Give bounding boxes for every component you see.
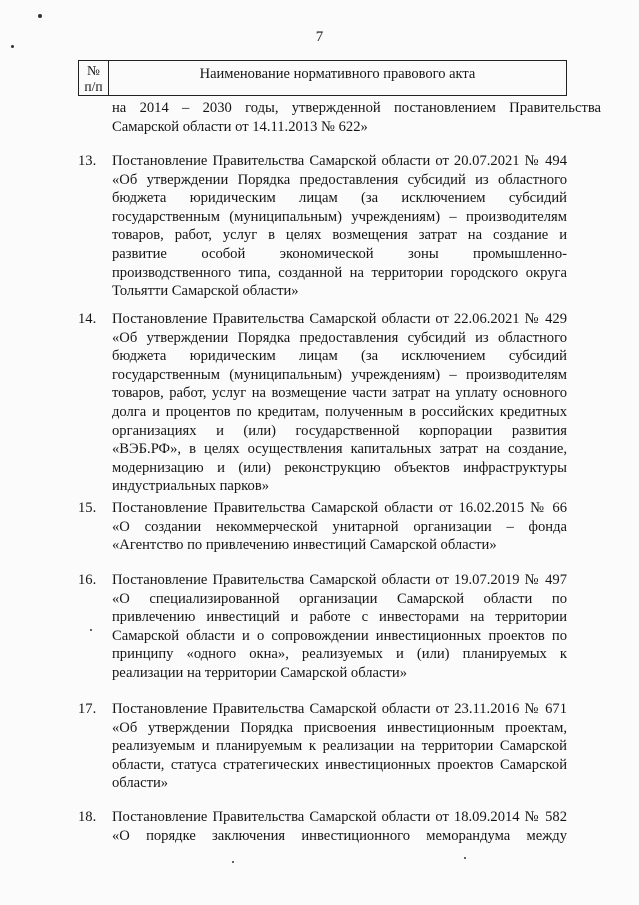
item-number: 17. (78, 701, 97, 717)
header-number-abbrev: п/п (84, 79, 103, 94)
item-text (112, 499, 567, 555)
item-text (112, 571, 567, 683)
item-text (112, 808, 567, 845)
page-number: 7 (315, 29, 324, 45)
text-line: Постановление Правительства Самарской области от 23.11.2016 № 671 (112, 701, 567, 717)
text-line: «О создании некоммерческой унитарной организации – фонда (112, 518, 567, 535)
text-line: «Об утверждении Порядка предоставления субсидий из областного (112, 171, 567, 188)
item-text (112, 700, 567, 793)
text-line: области» (112, 775, 169, 792)
header-number-column (79, 61, 109, 95)
text-line: области, статуса стратегических инвестиционных проектов Самарской (112, 756, 567, 773)
scan-speck (90, 629, 92, 631)
item-text (112, 310, 567, 496)
scan-speck (232, 861, 234, 863)
text-line: бюджета юридическим лицам (за исключением субсидий (112, 190, 567, 207)
text-line: «Об утверждении Порядка присвоения инвестиционным проектам, (112, 719, 567, 736)
item-number: 18. (78, 809, 97, 825)
text-line: Тольятти Самарской области» (112, 283, 299, 300)
scan-speck (38, 14, 42, 18)
item-number: 14. (78, 311, 97, 327)
list-item (78, 310, 567, 496)
table-header (78, 60, 567, 96)
text-line: «Агентство по привлечению инвестиций Самарской области» (112, 537, 497, 554)
text-line: «Об утверждении Порядка предоставления субсидий из областного (112, 329, 567, 346)
text-line: Постановление Правительства Самарской области от 22.06.2021 № 429 (112, 311, 567, 327)
text-line: Постановление Правительства Самарской области от 20.07.2021 № 494 (112, 153, 567, 169)
text-line: привлечению инвестиций и работе с инвесторами на территории (112, 609, 567, 626)
scan-speck (464, 857, 466, 859)
text-line: Постановление Правительства Самарской области от 16.02.2015 № 66 (112, 500, 567, 516)
item-text (112, 152, 567, 301)
item-number: 13. (78, 153, 97, 169)
text-line: Самарской области от 14.11.2013 № 622» (112, 118, 368, 135)
text-line: реализации на территории Самарской области» (112, 664, 407, 681)
text-line: Самарской области и о сопровождении инвестиционных проектов по (112, 627, 567, 644)
text-line: производственного типа, созданной на территории городского округа (112, 264, 567, 281)
text-line: «О порядке заключения инвестиционного меморандума между (112, 827, 567, 844)
text-line: «О специализированной организации Самарской области по (112, 590, 567, 607)
item-number: 15. (78, 500, 97, 516)
text-line: на 2014 – 2030 годы, утвержденной постановлением Правительства (112, 100, 601, 116)
text-line: индустриальных парков» (112, 478, 270, 495)
header-number-sign: № (87, 63, 100, 78)
list-item (78, 499, 567, 555)
text-line: принципу «одного окна», реализуемых и (или) планируемых к (112, 646, 567, 663)
text-line: товаров, работ, услуг в целях возмещения затрат на создание и (112, 227, 567, 244)
text-line: модернизацию и (или) реконструкцию объектов инфраструктуры (112, 459, 567, 476)
text-line: Постановление Правительства Самарской области от 18.09.2014 № 582 (112, 809, 567, 825)
text-line: Постановление Правительства Самарской области от 19.07.2019 № 497 (112, 572, 567, 588)
text-line: государственным (муниципальным) учреждениям) – производителям (112, 366, 567, 383)
list-item (78, 571, 567, 683)
text-line: реализуемым и планируемым к реализации на территории Самарской (112, 738, 567, 755)
text-line: организациях и (или) государственной корпорации развития (112, 422, 567, 439)
list-item (78, 700, 567, 793)
text-line: развитие особой экономической зоны промышленно- (112, 245, 567, 262)
item-number: 16. (78, 572, 97, 588)
text-line: государственным (муниципальным) учреждениям) – производителям (112, 208, 567, 225)
list-item (78, 152, 567, 301)
text-line: долга и процентов по кредитам, полученным в российских кредитных (112, 403, 567, 420)
continuation-text (78, 99, 601, 136)
list-item (78, 808, 567, 845)
text-line: «ВЭБ.РФ», в целях осуществления капитальных затрат на создание, (112, 441, 567, 458)
header-title: Наименование нормативного правового акта (199, 66, 476, 82)
scan-speck (11, 45, 14, 48)
text-line: бюджета юридическим лицам (за исключением субсидий (112, 348, 567, 365)
text-line: товаров, работ, услуг на возмещение части затрат на уплату основного (112, 385, 567, 402)
